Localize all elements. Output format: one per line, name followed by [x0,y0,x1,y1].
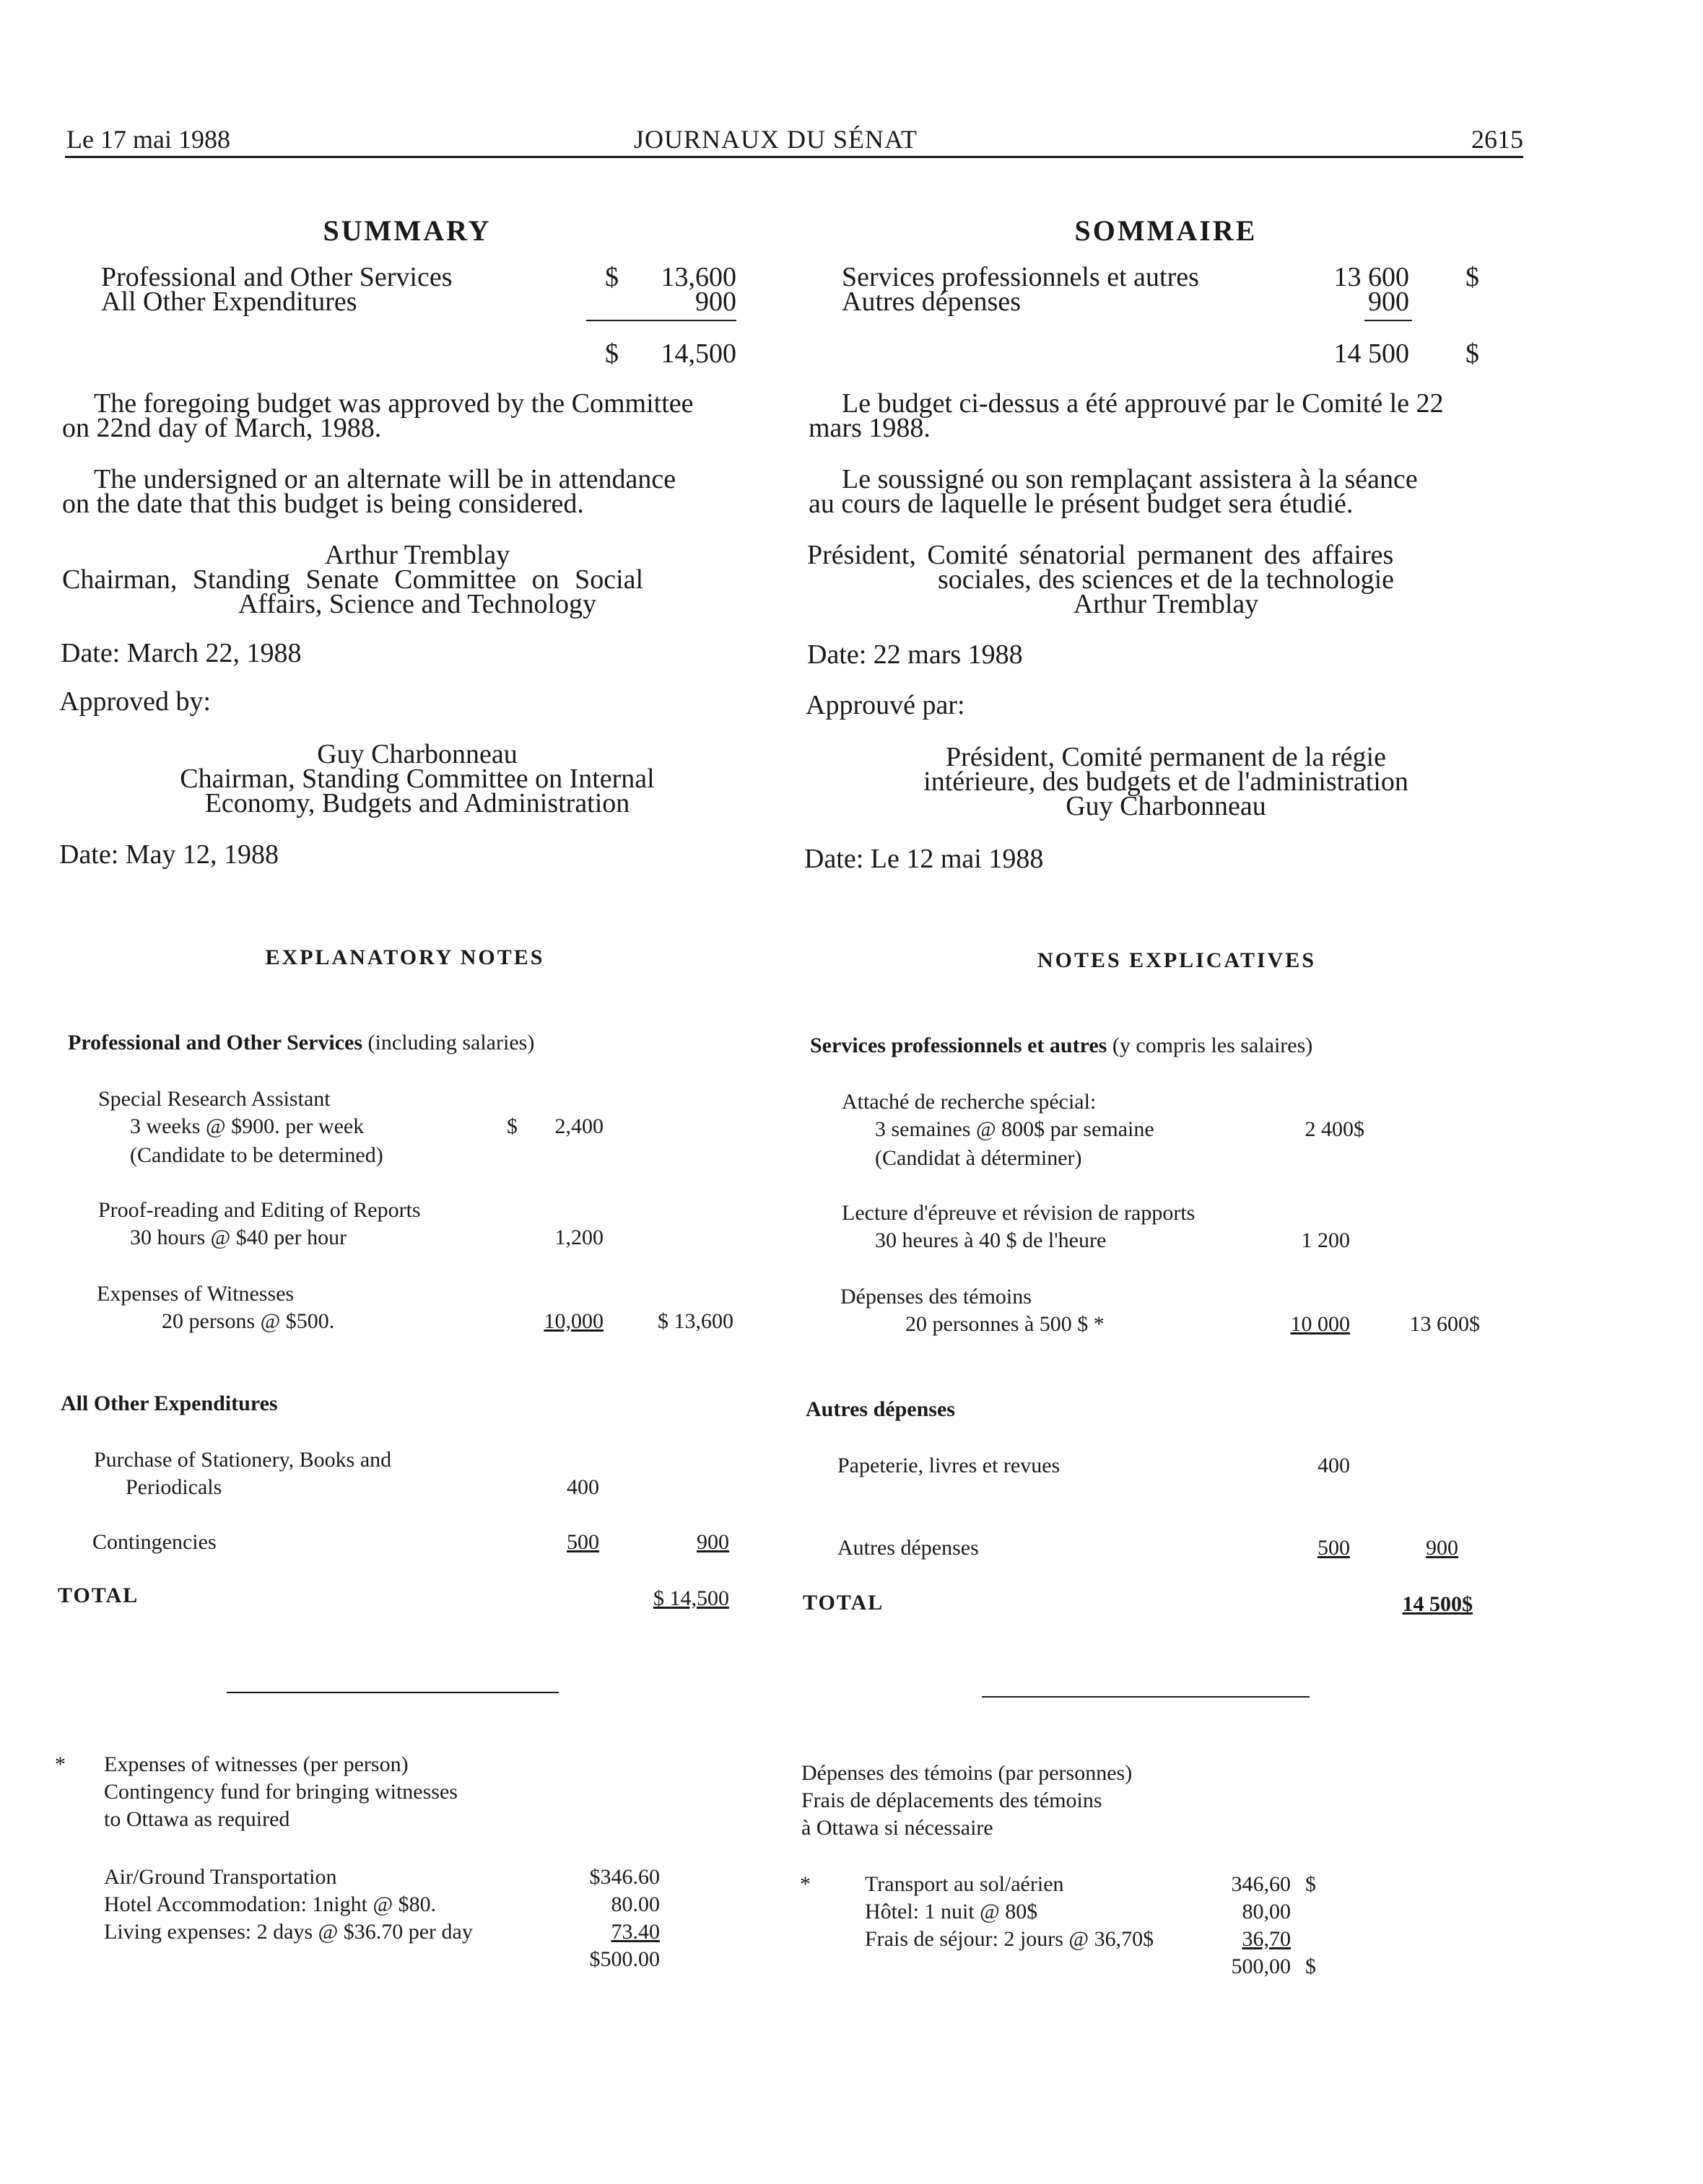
header-journal-title: JOURNAUX DU SÉNAT [634,125,918,154]
signataire2-title-line2: intérieure, des budgets et de l'administration [923,766,1408,797]
total-label-fr: TOTAL [803,1591,884,1615]
footnote-line2: Contingency fund for bringing witnesses [104,1780,458,1804]
sommaire-amount-services: 13 600 [1333,262,1409,292]
signataire2-title-line1: Président, Comité permanent de la régie [946,742,1386,772]
signer2-name: Guy Charbonneau [317,739,518,769]
sommaire-total-currency: $ [1465,338,1479,369]
signer1-title-line1: Chairman, Standing Senate Committee on Social [62,564,644,595]
sommaire-label-services: Services professionnels et autres [842,262,1199,292]
summary-title: SUMMARY [323,214,492,247]
footnote-line1: Expenses of witnesses (per person) [104,1752,409,1776]
footnote-transport-amount: $346.60 [589,1865,660,1889]
sommaire-title: SOMMAIRE [1074,214,1258,247]
note-transport-label: Transport au sol/aérien [865,1872,1064,1896]
signer2-title-line1: Chairman, Standing Committee on Internal [180,764,655,794]
sommaire-label-autres: Autres dépenses [842,287,1021,317]
stationery-amount: 400 [567,1475,599,1499]
footnote-transport-label: Air/Ground Transportation [104,1865,337,1889]
total-amount-fr: 14 500$ [1402,1592,1473,1616]
witness-amount: 10,000 [544,1309,604,1333]
stationery-line1: Purchase of Stationery, Books and [94,1448,392,1472]
footnote-marker: * [55,1752,66,1776]
temoins-amount: 10 000 [1290,1312,1350,1336]
note-sejour-amount: 36,70 [1242,1927,1291,1951]
date-may: Date: May 12, 1988 [59,839,279,870]
note-marker: * [800,1872,811,1896]
explanatory-notes-title: EXPLANATORY NOTES [265,945,545,969]
note-transport-currency: $ [1305,1872,1316,1896]
autres-depenses-label: Autres dépenses [837,1536,979,1560]
sommaire-amount-autres: 900 [1368,287,1409,317]
lecture-amount: 1 200 [1301,1228,1350,1252]
note-ligne1: Dépenses des témoins (par personnes) [801,1761,1133,1785]
approbation-text-line2: mars 1988. [809,413,931,443]
proof-amount: 1,200 [554,1226,604,1249]
total-label: TOTAL [58,1584,139,1607]
footnote-living-label: Living expenses: 2 days @ $36.70 per day [104,1920,473,1944]
proof-title: Proof-reading and Editing of Reports [98,1198,421,1222]
prof-services-total: $ 13,600 [658,1309,733,1333]
witness-line: 20 persons @ $500. [162,1309,335,1333]
attache-line: 3 semaines @ 800$ par semaine [875,1117,1154,1141]
signataire1-title-line2: sociales, des sciences et de la technologie [937,564,1395,595]
approval-text-line2: on 22nd day of March, 1988. [62,413,382,443]
research-note: (Candidate to be determined) [130,1143,383,1167]
prof-services-heading-text: Professional and Other Services [68,1031,363,1054]
signataire1-title-line1: Président, Comité sénatorial permanent des affaires [807,540,1394,570]
header-date: Le 17 mai 1988 [66,125,230,154]
footnote-hotel-amount: 80.00 [611,1892,660,1916]
proof-line: 30 hours @ $40 per hour [130,1226,347,1249]
signer1-name: Arthur Tremblay [324,540,510,570]
summary-amount-other: 900 [695,287,736,317]
note-sejour-label: Frais de séjour: 2 jours @ 36,70$ [865,1927,1154,1951]
attache-note: (Candidat à déterminer) [875,1146,1082,1170]
date-mai: Date: Le 12 mai 1988 [804,844,1044,874]
date-march: Date: March 22, 1988 [61,638,302,668]
lecture-line: 30 heures à 40 $ de l'heure [875,1228,1107,1252]
temoins-line: 20 personnes à 500 $ * [905,1312,1105,1336]
signer2-title-line2: Economy, Budgets and Administration [204,788,630,818]
temoins-title: Dépenses des témoins [840,1285,1032,1309]
note-total: 500,00 [1231,1954,1291,1978]
summary-total-currency: $ [605,338,619,369]
summary-label-other: All Other Expenditures [101,287,357,317]
separateur-notes [982,1696,1310,1698]
witness-title: Expenses of Witnesses [97,1282,295,1306]
papeterie-label: Papeterie, livres et revues [837,1454,1060,1477]
presence-text-line1: Le soussigné ou son remplaçant assistera à la séance [842,464,1418,494]
services-total: 13 600$ [1409,1312,1480,1336]
note-ligne3: à Ottawa si nécessaire [801,1816,993,1840]
approval-text-line1: The foregoing budget was approved by the Committee [94,388,694,419]
notes-explicatives-title: NOTES EXPLICATIVES [1037,948,1317,972]
footnote-total: $500.00 [589,1947,660,1971]
services-heading-sub: (y compris les salaires) [1112,1034,1313,1057]
total-amount: $ 14,500 [653,1586,729,1610]
autres-depenses-total: 900 [1426,1536,1458,1560]
attache-title: Attaché de recherche spécial: [842,1090,1097,1114]
summary-rule [586,320,736,321]
contingencies-label: Contingencies [92,1530,217,1554]
autres-depenses-amount: 500 [1317,1536,1350,1560]
footnote-separator [227,1692,559,1693]
footnote-hotel-label: Hotel Accommodation: 1night @ $80. [104,1892,437,1916]
header-rule [65,156,1523,158]
research-amount: 2,400 [554,1114,604,1138]
presence-text-line2: au cours de laquelle le présent budget sera étudié. [809,489,1354,519]
autres-depenses-heading: Autres dépenses [806,1397,955,1421]
research-currency: $ [507,1114,518,1138]
services-heading-text: Services professionnels et autres [810,1034,1107,1057]
header-page-number: 2615 [1471,125,1523,154]
summary-label-professional: Professional and Other Services [101,262,453,292]
approuve-par-label: Approuvé par: [806,690,965,720]
prof-services-heading-sub: (including salaries) [367,1031,535,1054]
prof-services-heading [68,1031,534,1055]
note-hotel-amount: 80,00 [1242,1900,1291,1923]
papeterie-amount: 400 [1317,1454,1350,1477]
attendance-text-line2: on the date that this budget is being considered. [62,489,584,519]
note-total-currency: $ [1305,1954,1316,1978]
sommaire-currency: $ [1465,262,1479,292]
footnote-living-amount: 73.40 [611,1920,660,1944]
approbation-text-line1: Le budget ci-dessus a été approuvé par le Comité le 22 [842,388,1444,419]
note-transport-amount: 346,60 [1231,1872,1291,1896]
sommaire-total-amount: 14 500 [1333,338,1409,369]
note-ligne2: Frais de déplacements des témoins [801,1788,1102,1812]
signataire1-name: Arthur Tremblay [1073,589,1259,619]
other-expenditures-total: 900 [697,1530,729,1554]
contingencies-amount: 500 [567,1530,599,1554]
summary-currency: $ [605,262,619,292]
other-expenditures-heading: All Other Expenditures [61,1392,278,1415]
attache-amount: 2 400$ [1305,1117,1364,1141]
sommaire-rule [1364,320,1412,321]
footnote-line3: to Ottawa as required [104,1807,290,1831]
signer1-title-line2: Affairs, Science and Technology [238,589,597,619]
stationery-line2: Periodicals [126,1475,222,1499]
summary-total-amount: 14,500 [661,338,736,369]
summary-amount-professional: 13,600 [661,262,736,292]
signataire2-name: Guy Charbonneau [1066,791,1266,821]
date-mars: Date: 22 mars 1988 [807,639,1023,670]
note-hotel-label: Hôtel: 1 nuit @ 80$ [865,1900,1038,1923]
research-title: Special Research Assistant [98,1087,331,1111]
research-line: 3 weeks @ $900. per week [130,1114,365,1138]
attendance-text-line1: The undersigned or an alternate will be in attendance [94,464,676,494]
services-heading [810,1034,1312,1058]
approved-by-label: Approved by: [59,686,212,717]
lecture-title: Lecture d'épreuve et révision de rapports [842,1201,1195,1225]
